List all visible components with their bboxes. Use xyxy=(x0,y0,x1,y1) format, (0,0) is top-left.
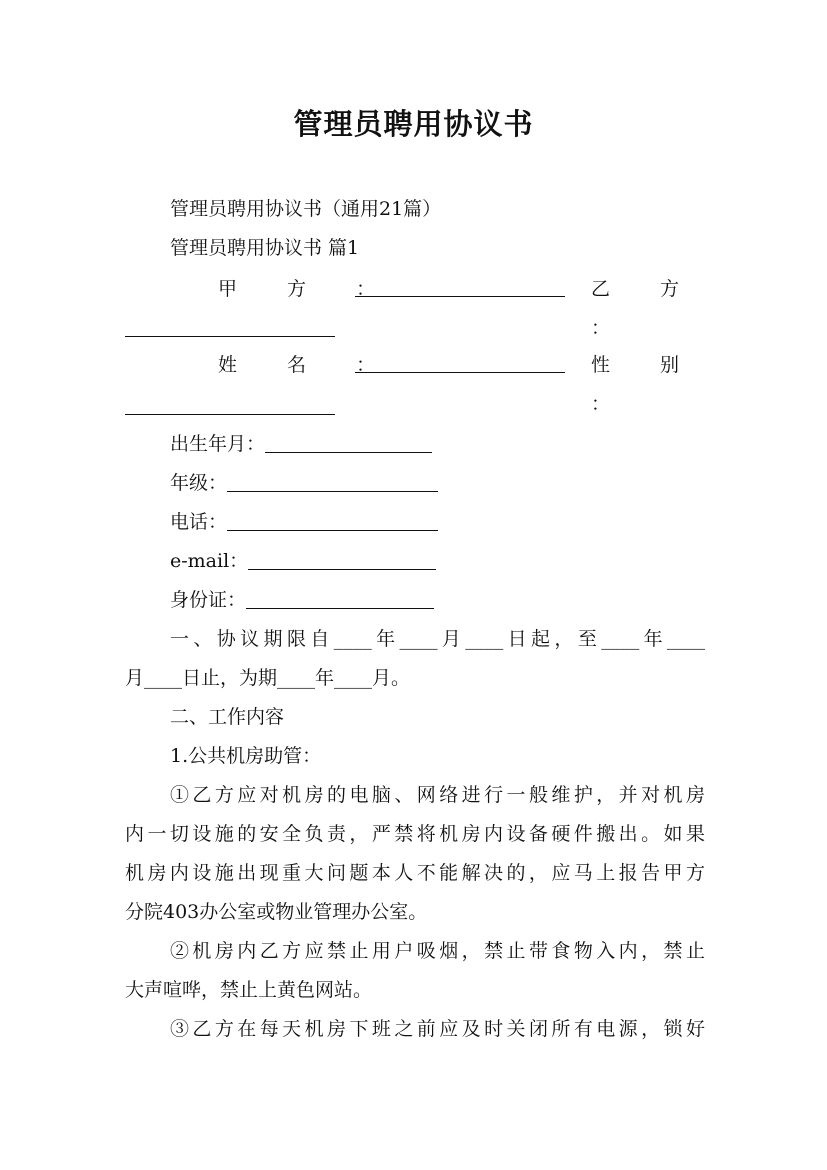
phone-row xyxy=(125,503,705,542)
birth-blank xyxy=(265,430,432,453)
phone-label: 电话： xyxy=(170,511,228,533)
para2-line-2: 大声喧哗，禁止上黄色网站。 xyxy=(125,979,373,1001)
grade-row xyxy=(125,464,705,503)
term-line-1: 一、协议期限自____年____月____日起，至____年____ xyxy=(170,628,705,650)
name-row xyxy=(125,346,705,415)
para1-line-4: 分院403办公室或物业管理办公室。 xyxy=(125,901,428,923)
birth-label: 出生年月： xyxy=(170,433,266,455)
gender-blank xyxy=(125,392,335,415)
work-title: 二、工作内容 xyxy=(170,706,285,728)
document-subtitle: 管理员聘用协议书（通用21篇） xyxy=(170,198,442,220)
grade-label: 年级： xyxy=(170,472,228,494)
party-a-blank xyxy=(355,274,565,297)
para1-line-1: ①乙方应对机房的电脑、网络进行一般维护，并对机房 xyxy=(170,784,705,806)
birth-row xyxy=(125,425,705,464)
email-label: e-mail： xyxy=(170,550,249,572)
para1-line-2: 内一切设施的安全负责，严禁将机房内设备硬件搬出。如果 xyxy=(125,823,705,845)
section-title: 管理员聘用协议书 篇1 xyxy=(170,237,360,259)
document-title: 管理员聘用协议书 xyxy=(293,107,534,141)
party-b-label: 乙 方 ： xyxy=(591,278,702,339)
name-label: 姓 名 ： xyxy=(218,354,398,376)
party-a-label: 甲 方 ： xyxy=(218,278,398,300)
gender-label: 性 别 ： xyxy=(591,354,702,415)
name-blank xyxy=(355,350,565,373)
phone-blank xyxy=(227,508,438,531)
grade-blank xyxy=(227,469,438,492)
party-row xyxy=(125,270,705,339)
id-card-blank xyxy=(246,586,434,609)
item1-title: 1.公共机房助管： xyxy=(170,745,322,767)
term-line-2: 月____日止，为期____年____月。 xyxy=(125,667,411,689)
id-card-label: 身份证： xyxy=(170,589,247,611)
para3-line-1: ③乙方在每天机房下班之前应及时关闭所有电源，锁好 xyxy=(170,1018,705,1040)
para2-line-1: ②机房内乙方应禁止用户吸烟，禁止带食物入内，禁止 xyxy=(170,940,705,962)
email-row xyxy=(125,542,705,581)
id-card-row xyxy=(125,581,705,620)
party-b-blank xyxy=(125,314,335,337)
email-blank xyxy=(248,547,436,570)
para1-line-3: 机房内设施出现重大问题本人不能解决的，应马上报告甲方 xyxy=(125,862,705,884)
